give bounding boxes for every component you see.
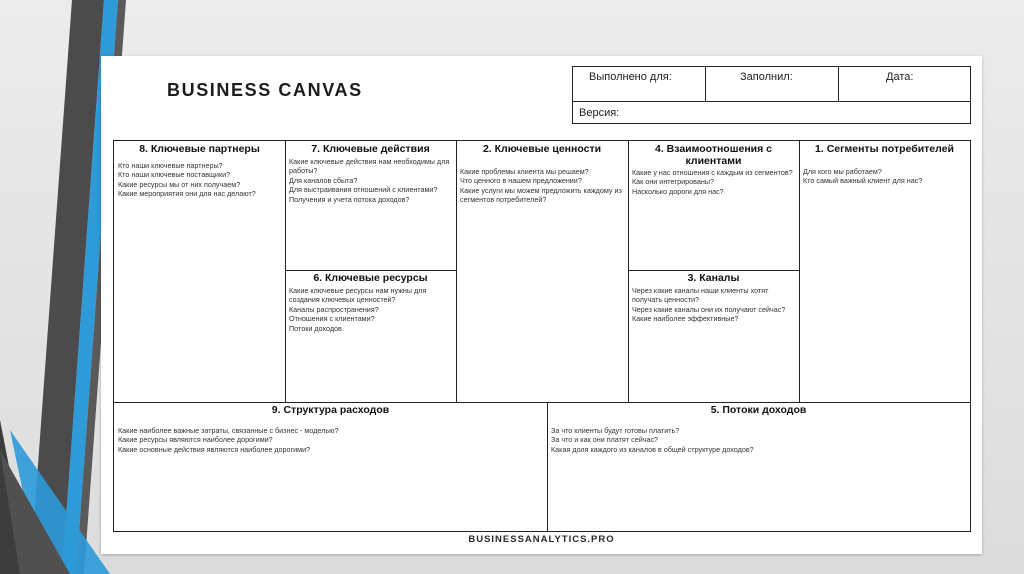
block-customer-segments xyxy=(799,141,970,402)
block-title: 9. Структура расходов xyxy=(271,404,390,416)
date-label: Дата: xyxy=(886,71,914,83)
block-questions xyxy=(456,155,628,205)
block-title: 8. Ключевые партнеры xyxy=(139,143,260,155)
block-questions xyxy=(285,155,456,204)
question: Какие основные действия являются наиболее дорогими? xyxy=(118,444,311,454)
question: Насколько дороги для нас? xyxy=(632,186,724,196)
block-title: 3. Каналы xyxy=(687,272,740,284)
question: Какая доля каждого из каналов в общей структуре доходов? xyxy=(551,444,754,454)
meta-table xyxy=(572,66,971,124)
block-title: 6. Ключевые ресурсы xyxy=(313,272,428,284)
question: Каналы распространения? xyxy=(289,304,379,314)
question: Какие мероприятия они для нас делают? xyxy=(118,189,256,199)
question: Что ценного в нашем предложении? xyxy=(460,176,582,186)
filled-by-label: Заполнил: xyxy=(740,71,793,83)
block-cost-structure xyxy=(114,402,547,531)
footer-site-label: BUSINESSANALYTICS.PRO xyxy=(468,534,615,545)
block-title: 2. Ключевые ценности xyxy=(482,143,602,155)
question: Потоки доходов. xyxy=(289,323,344,333)
block-questions xyxy=(285,284,456,333)
block-customer-relationships xyxy=(628,141,799,270)
question: Какие у нас отношения с каждым из сегментов? xyxy=(632,168,793,177)
question: Отношения с клиентами? xyxy=(289,314,375,324)
question: Какие ресурсы являются наиболее дорогими? xyxy=(118,435,273,445)
question: Какие наиболее эффективные? xyxy=(632,314,739,324)
page-title: BUSINESS CANVAS xyxy=(167,80,363,100)
version-label: Версия: xyxy=(579,107,620,119)
business-canvas-slide xyxy=(101,56,982,554)
question: Получения и учета потока доходов? xyxy=(289,194,410,204)
block-key-partners xyxy=(114,141,285,402)
question: Какие ресурсы мы от них получаем? xyxy=(118,179,241,189)
question: Кто наши ключевые поставщики? xyxy=(118,170,231,180)
question: Какие проблемы клиента мы решаем? xyxy=(460,167,589,176)
question: Как они интегрированы? xyxy=(632,177,714,187)
question: Через какие каналы наши клиенты хотят получать ценности? xyxy=(632,286,769,305)
block-title: 7. Ключевые действия xyxy=(311,143,430,155)
block-value-propositions xyxy=(456,141,628,402)
block-title: 5. Потоки доходов xyxy=(710,404,807,416)
block-questions xyxy=(628,284,799,324)
block-key-activities xyxy=(285,141,456,270)
block-questions xyxy=(799,155,970,186)
question: Для кого мы работаем? xyxy=(803,167,882,176)
question: Для каналов сбыта? xyxy=(289,175,358,185)
divider xyxy=(705,67,706,101)
question: Какие ключевые ресурсы нам нужны для создания ключевых ценностей? xyxy=(289,286,427,305)
block-questions xyxy=(114,416,547,454)
canvas-grid xyxy=(113,140,971,532)
question: Какие наиболее важные затраты, связанные с бизнес - моделью? xyxy=(118,426,339,435)
divider xyxy=(573,101,970,102)
block-questions xyxy=(547,416,970,454)
question: Какие ключевые действия нам необходимы для работы? xyxy=(289,157,450,176)
question: Кто самый важный клиент для нас? xyxy=(803,176,923,186)
question: Какие услуги мы можем предложить каждому из сегментов потребителей? xyxy=(460,185,622,205)
done-for-label: Выполнено для: xyxy=(589,71,672,83)
question: За что и как они платят сейчас? xyxy=(551,435,659,445)
block-title: 1. Сегменты потребителей xyxy=(815,143,954,155)
block-key-resources xyxy=(285,270,456,402)
divider xyxy=(838,67,839,101)
block-title: 4. Взаимоотношения с клиентами xyxy=(655,143,772,167)
block-channels xyxy=(628,270,799,402)
question: Через какие каналы они их получают сейчас? xyxy=(632,304,786,314)
question: За что клиенты будут готовы платить? xyxy=(551,426,680,435)
block-questions xyxy=(628,167,799,196)
question: Для выстраивания отношений с клиентами? xyxy=(289,185,438,195)
block-revenue-streams xyxy=(547,402,970,531)
block-questions xyxy=(114,155,285,199)
question: Кто наши ключевые партнеры? xyxy=(118,161,223,170)
